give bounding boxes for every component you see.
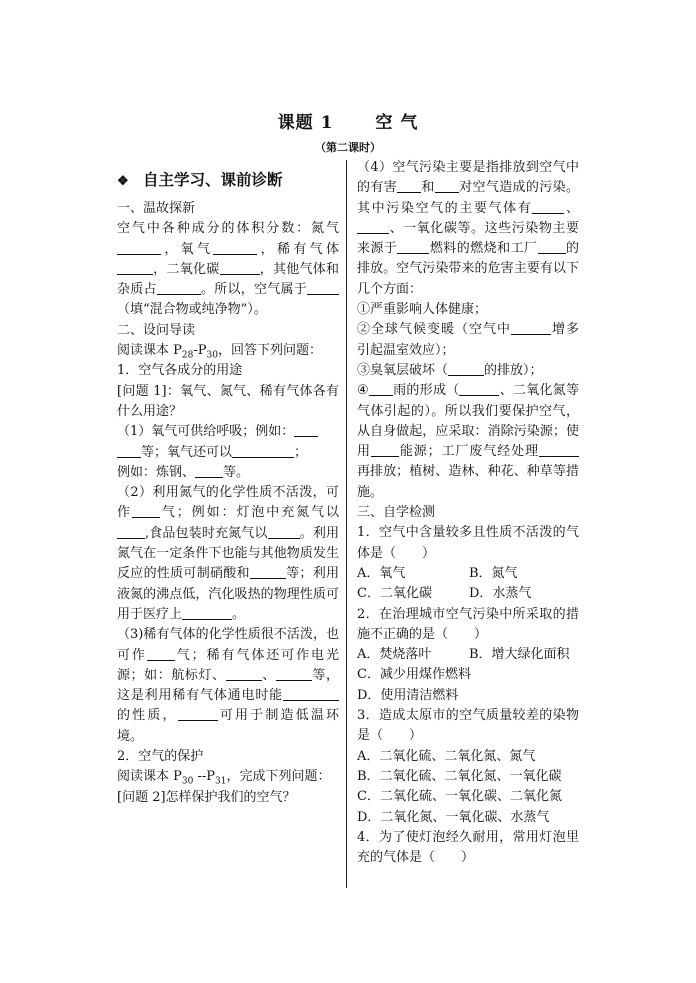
- harm-3: ③臭氧层破坏（ 的排放）；: [357, 362, 543, 378]
- test-question-4: 4．为了使灯泡经久耐用，常用灯泡里充的气体是（ ）: [357, 829, 579, 866]
- option: C．二氧化碳: [357, 586, 432, 602]
- option: C．减少用煤作燃料: [357, 667, 471, 683]
- harm-1: ①严重影响人体健康；: [357, 302, 488, 318]
- paragraph-noble-gas: （3)稀有气体的化学性质很不活泼，也可作 气；稀有气体还可作电光源；如：航标灯、 、 等，这是利用稀有气体通电时能的性质， 可用于制造低温环境。: [117, 627, 339, 744]
- option: D．水蒸气: [469, 586, 532, 602]
- test-question-1: 1．空气中含量较多且性质不活泼的气体是（ ）: [357, 525, 579, 561]
- option: A．二氧化硫、二氧化氮、氮气: [357, 748, 536, 764]
- diamond-bullet-icon: ❖: [117, 174, 129, 189]
- page-title: [0, 108, 696, 133]
- right-column: [357, 158, 579, 868]
- title-topic: 空 气: [375, 113, 419, 133]
- option: D．二氧化氮、一氧化碳、水蒸气: [357, 809, 550, 825]
- page-subtitle: （第二课时）: [315, 141, 381, 154]
- paragraph-pollution: （4）空气污染主要是指排放到空气中的有害 和 对空气造成的污染。其中污染空气的主要气体有 、、一氧化碳等。这些污染物主要来源于 燃料的燃烧和工厂 的排放。空气污染带来的危害主要有以下几个方面：: [357, 160, 579, 297]
- paragraph-oxygen: （1）氧气可供给呼吸；例如： 等；氧气还可以 ； 例如：炼钢、 等。: [117, 422, 339, 483]
- option: B．氮气: [469, 565, 518, 581]
- option: D．使用清洁燃料: [357, 687, 459, 703]
- section-heading: ❖ 自主学习、课前诊断: [117, 166, 339, 195]
- section-guide: 二、设问导读: [117, 322, 196, 338]
- harm-4: ④ 雨的形成（ 、二氧化氮等气体引起的）。所以我们要保护空气，从自身做起，应采取：消除污染源；使用 能源；工厂废气经处理再排放；植树、造林、种花、种草等措施。: [357, 383, 579, 500]
- title-lesson: 课题 1: [277, 113, 334, 133]
- option: B．二氧化硫、二氧化氮、一氧化碳: [357, 768, 562, 784]
- subsection-uses: 1．空气各成分的用途: [117, 363, 243, 379]
- paragraph-air-composition: 空气中各种成分的体积分数：氮气，氧气 ，稀有气体，二氧化碳 ，其他气体和杂质占 。所以，空气属于（填“混合物或纯净物”）。: [117, 221, 339, 318]
- test-1-options-cd: [357, 584, 579, 604]
- option: A．焚烧落叶: [357, 647, 432, 663]
- test-question-2: 2．在治理城市空气污染中所采取的措施不正确的是（ ）: [357, 606, 579, 642]
- question-1: [问题 1]：氧气、氮气、稀有气体各有什么用途？: [117, 383, 339, 419]
- section-review: 一、温故探新: [117, 201, 196, 216]
- option: C．二氧化硫、一氧化碳、二氧化氮: [357, 789, 562, 805]
- column-divider: [346, 160, 347, 888]
- reading-instruction-2: 阅读课本 $P_{30}$ $--P_{31}$，完成下列问题：: [117, 769, 331, 787]
- question-2: [问题 2]怎样保护我们的空气？: [117, 789, 296, 805]
- reading-instruction-1: 阅读课本 $P_{28}-P_{30}$，回答下列问题：: [117, 343, 322, 361]
- section-self-test: 三、自学检测: [357, 505, 436, 521]
- paragraph-nitrogen: （2）利用氮气的化学性质不活泼，可作 气；例如：灯泡中充氮气以,食品包装时充氮气以 。利用氮气在一定条件下也能与其他物质发生反应的性质可制硝酸和 等；利用液氮的沸点低，汽化吸热的物理性质可用于医疗上 。: [117, 485, 339, 622]
- left-column: [117, 166, 339, 808]
- option: A．氧气: [357, 565, 406, 581]
- harm-2: ②全球气候变暖（空气中 增多引起温室效应）；: [357, 322, 579, 358]
- test-1-options-ab: [357, 564, 579, 584]
- test-question-3: 3．造成太原市的空气质量较差的染物是（ ）: [357, 708, 579, 744]
- subsection-protection: 2．空气的保护: [117, 749, 204, 765]
- test-2-options-ab: [357, 645, 579, 665]
- option: B．增大绿化面积: [469, 647, 570, 663]
